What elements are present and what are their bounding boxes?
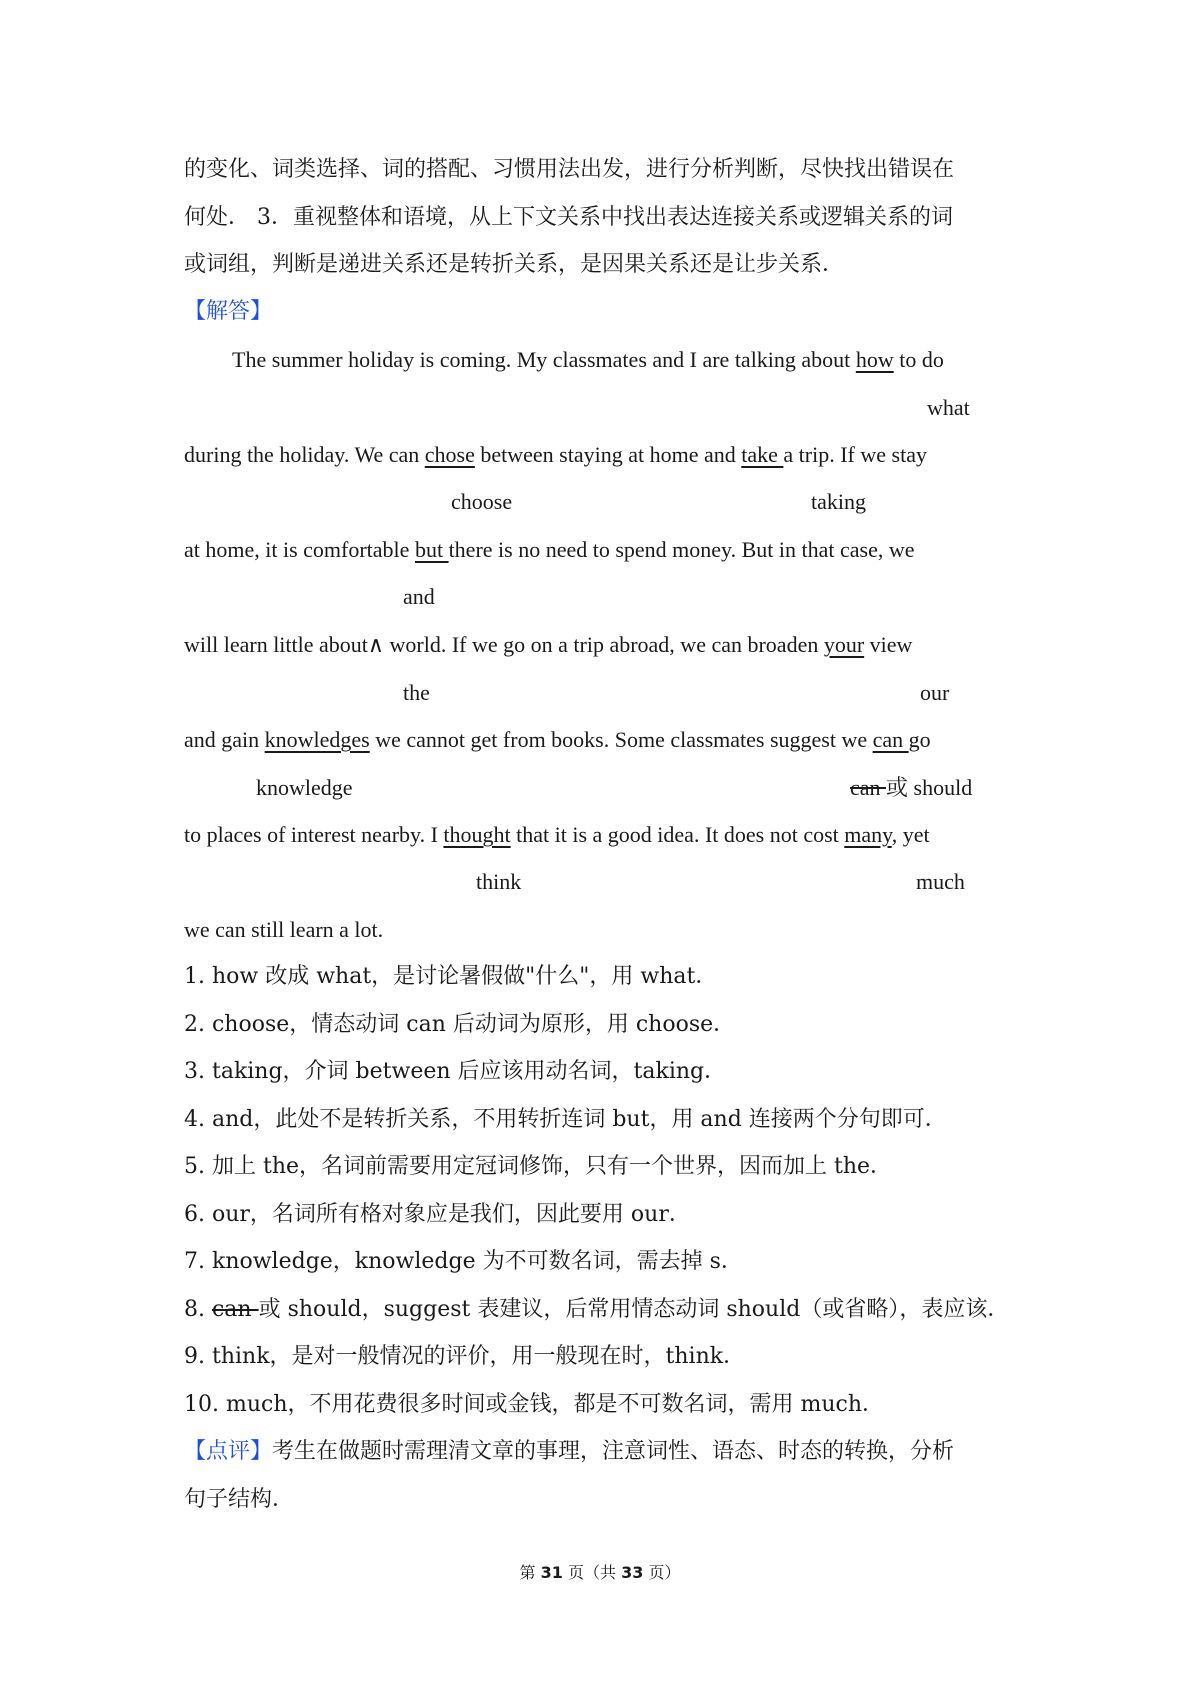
passage-line-4 bbox=[184, 630, 912, 660]
intro-line-2: 何处． 3．重视整体和语境，从上下文关系中找出表达连接关系或逻辑关系的词 bbox=[184, 205, 953, 230]
explanation-item: 5. 加上 the，名词前需要用定冠词修饰，只有一个世界，因而加上 the． bbox=[184, 1154, 893, 1179]
explanation-item: 2. choose，情态动词 can 后动词为原形，用 choose． bbox=[184, 1012, 736, 1037]
answer-heading: 【解答】 bbox=[184, 299, 273, 324]
passage-line-7: we can still learn a lot. bbox=[184, 917, 384, 942]
footer-text: 页（共 bbox=[562, 1563, 622, 1582]
explanation-item: 6. our，名词所有格对象应是我们，因此要用 our． bbox=[184, 1202, 691, 1227]
comment-text: 考生在做题时需理清文章的事理，注意词性、语态、时态的转换，分析 bbox=[272, 1439, 955, 1464]
passage-text: and gain bbox=[184, 727, 265, 752]
explanation-item: 7. knowledge，knowledge 为不可数名词，需去掉 s． bbox=[184, 1249, 743, 1274]
passage-text: we cannot get from books. Some classmates suggest we bbox=[369, 727, 873, 752]
correction-knowledge: knowledge bbox=[256, 775, 353, 800]
footer-text: 第 bbox=[519, 1563, 541, 1582]
passage-text: a trip. If we stay bbox=[783, 442, 927, 467]
correction-should-text: 或 should bbox=[886, 775, 973, 800]
error-word-many: many bbox=[844, 822, 892, 847]
correction-the: the bbox=[403, 680, 430, 705]
error-word-chose: chose bbox=[424, 442, 475, 467]
error-word-take: take bbox=[741, 442, 784, 467]
correction-taking: taking bbox=[811, 489, 866, 514]
struck-word-can: can bbox=[850, 775, 887, 800]
page-total: 33 bbox=[621, 1563, 644, 1582]
error-word-how: how bbox=[855, 347, 894, 372]
passage-text: go bbox=[908, 727, 931, 752]
intro-line-3: 或词组，判断是递进关系还是转折关系，是因果关系还是让步关系． bbox=[184, 252, 845, 277]
passage-text: will learn little about∧ world. If we go on a trip abroad, we can broaden bbox=[184, 632, 824, 657]
passage-line-3 bbox=[184, 535, 915, 565]
passage-text: that it is a good idea. It does not cost bbox=[510, 822, 845, 847]
correction-much: much bbox=[916, 869, 965, 894]
explanation-prefix: 8. bbox=[184, 1297, 212, 1322]
passage-text: to places of interest nearby. I bbox=[184, 822, 444, 847]
passage-text: , yet bbox=[891, 822, 930, 847]
comment-line-1 bbox=[184, 1437, 954, 1467]
passage-text: between staying at home and bbox=[474, 442, 742, 467]
comment-heading: 【点评】 bbox=[184, 1439, 273, 1464]
comment-line-2: 句子结构． bbox=[184, 1487, 295, 1512]
explanation-text: 或 should，suggest 表建议，后常用情态动词 should（或省略），表应该． bbox=[258, 1297, 1010, 1322]
error-word-can: can bbox=[872, 727, 909, 752]
error-word-knowledges: knowledges bbox=[264, 727, 370, 752]
explanation-item: 4. and，此处不是转折关系，不用转折连词 but，用 and 连接两个分句即可． bbox=[184, 1107, 947, 1132]
error-word-thought: thought bbox=[443, 822, 511, 847]
passage-text: view bbox=[864, 632, 913, 657]
passage-line-5 bbox=[184, 725, 931, 755]
passage-text: The summer holiday is coming. My classmates and I are talking about bbox=[232, 347, 856, 372]
correction-should bbox=[850, 773, 972, 803]
explanation-item: 3. taking，介词 between 后应该用动名词，taking． bbox=[184, 1059, 727, 1084]
correction-what: what bbox=[927, 395, 970, 420]
struck-word-can: can bbox=[211, 1297, 259, 1322]
passage-text: to do bbox=[893, 347, 944, 372]
passage-line-1 bbox=[232, 345, 944, 375]
passage-text: there is no need to spend money. But in that case, we bbox=[448, 537, 915, 562]
error-word-but: but bbox=[414, 537, 449, 562]
correction-think: think bbox=[476, 869, 522, 894]
explanation-item bbox=[184, 1295, 1009, 1325]
page-number: 31 bbox=[540, 1563, 563, 1582]
passage-text: at home, it is comfortable bbox=[184, 537, 415, 562]
passage-line-2 bbox=[184, 440, 927, 470]
correction-our: our bbox=[920, 680, 950, 705]
passage-line-6 bbox=[184, 820, 930, 850]
explanation-item: 9. think，是对一般情况的评价，用一般现在时，think． bbox=[184, 1344, 746, 1369]
page-footer bbox=[0, 1562, 1200, 1584]
passage-text: during the holiday. We can bbox=[184, 442, 425, 467]
footer-text: 页） bbox=[643, 1563, 681, 1582]
error-word-your: your bbox=[823, 632, 865, 657]
correction-and: and bbox=[403, 584, 435, 609]
explanation-item: 1. how 改成 what，是讨论暑假做"什么"，用 what． bbox=[184, 964, 718, 989]
intro-line-1: 的变化、词类选择、词的搭配、习惯用法出发，进行分析判断，尽快找出错误在 bbox=[184, 157, 955, 182]
correction-choose: choose bbox=[451, 489, 513, 514]
explanation-item: 10. much，不用花费很多时间或金钱，都是不可数名词，需用 much． bbox=[184, 1392, 885, 1417]
